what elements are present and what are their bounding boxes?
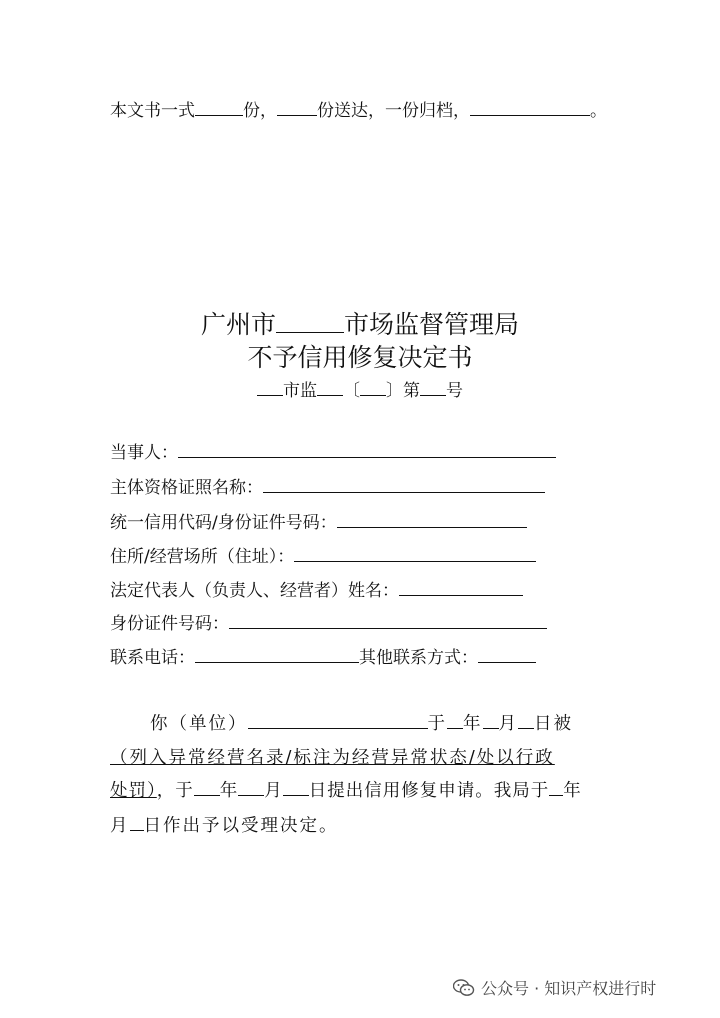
district-blank <box>276 307 344 333</box>
body-line-2 <box>110 744 610 769</box>
field-address-label: 住所/经营场所（住址）： <box>110 547 295 567</box>
title-suffix: 市场监督管理局 <box>344 310 520 339</box>
copies-text-3: 份送达，一份归档， <box>317 101 470 121</box>
body-year-3: 年 <box>563 781 582 801</box>
body-line-1 <box>150 710 650 735</box>
docno-end: 号 <box>446 381 463 401</box>
field-id-number-blank <box>229 611 547 629</box>
copies-text-2: 份， <box>243 101 277 121</box>
field-phone-blank <box>195 645 359 663</box>
watermark-text: 公众号 · 知识产权进行时 <box>481 979 657 998</box>
field-entity-name-blank <box>263 475 545 493</box>
body-line-4 <box>110 812 610 837</box>
field-address-blank <box>294 544 536 562</box>
copies-other-blank <box>470 98 590 116</box>
body-you-unit: 你（单位） <box>150 714 248 734</box>
body-unit-blank <box>248 711 428 730</box>
body-day-blank-3 <box>130 813 144 832</box>
body-apply-on: ，于 <box>156 781 194 801</box>
body-year-blank-1 <box>447 711 463 730</box>
body-action-options-end: 处罚） <box>110 781 157 801</box>
body-year-blank-3 <box>549 778 563 797</box>
field-credit-code <box>110 508 527 533</box>
field-id-number <box>110 609 547 634</box>
field-party <box>110 438 556 463</box>
body-year-blank-2 <box>194 778 220 797</box>
copies-text-4: 。 <box>590 101 607 121</box>
field-party-label: 当事人： <box>110 443 178 463</box>
page-subtitle: 不予信用修复决定书 <box>247 343 473 372</box>
title-prefix: 广州市 <box>200 310 276 339</box>
field-address <box>110 542 536 567</box>
body-year-2: 年 <box>219 781 239 801</box>
wechat-icon <box>453 979 475 997</box>
body-month-blank-1 <box>483 711 499 730</box>
body-day-1: 日被 <box>534 714 573 734</box>
body-apply-text: 日提出信用修复申请。我局于 <box>308 781 550 801</box>
copies-line <box>110 96 607 121</box>
field-credit-code-blank <box>337 510 527 528</box>
field-id-number-label: 身份证件号码： <box>110 614 229 634</box>
body-year-1: 年 <box>463 714 483 734</box>
copies-text-1: 本文书一式 <box>110 101 195 121</box>
docno-bracket-close: 〕第 <box>386 381 420 401</box>
body-action-options: （列入异常经营名录/标注为经营异常状态/处以行政 <box>110 748 555 768</box>
body-line-3 <box>110 777 610 802</box>
docno-number-blank <box>420 378 446 396</box>
body-decision-text: 日作出予以受理决定。 <box>143 816 339 836</box>
page-title <box>0 305 720 341</box>
field-legal-rep-label: 法定代表人（负责人、经营者）姓名： <box>110 581 399 601</box>
body-day-blank-2 <box>283 778 309 797</box>
body-day-blank-1 <box>518 711 534 730</box>
docno-prefix-blank <box>257 378 283 396</box>
docno-year-blank <box>360 378 386 396</box>
field-other-contact-blank <box>478 645 536 663</box>
field-legal-rep <box>110 576 523 601</box>
copies-total-blank <box>195 98 243 116</box>
body-month-1: 月 <box>498 714 518 734</box>
docno-blank-2 <box>317 378 343 396</box>
document-number <box>0 376 720 401</box>
docno-bracket-open: 〔 <box>343 381 360 401</box>
field-party-blank <box>178 440 556 458</box>
field-credit-code-label: 统一信用代码/身份证件号码： <box>110 513 337 533</box>
field-phone-label: 联系电话： <box>110 648 195 668</box>
field-entity-name-label: 主体资格证照名称： <box>110 478 263 498</box>
body-on: 于 <box>427 714 447 734</box>
body-month-2: 月 <box>264 781 283 801</box>
docno-city: 市监 <box>283 381 317 401</box>
field-legal-rep-blank <box>399 578 523 596</box>
field-contact <box>110 643 536 668</box>
body-month-3: 月 <box>110 816 130 836</box>
copies-served-blank <box>277 98 317 116</box>
field-other-contact-label: 其他联系方式： <box>359 648 478 668</box>
watermark <box>453 976 656 999</box>
field-entity-name <box>110 473 545 498</box>
body-month-blank-2 <box>238 778 264 797</box>
